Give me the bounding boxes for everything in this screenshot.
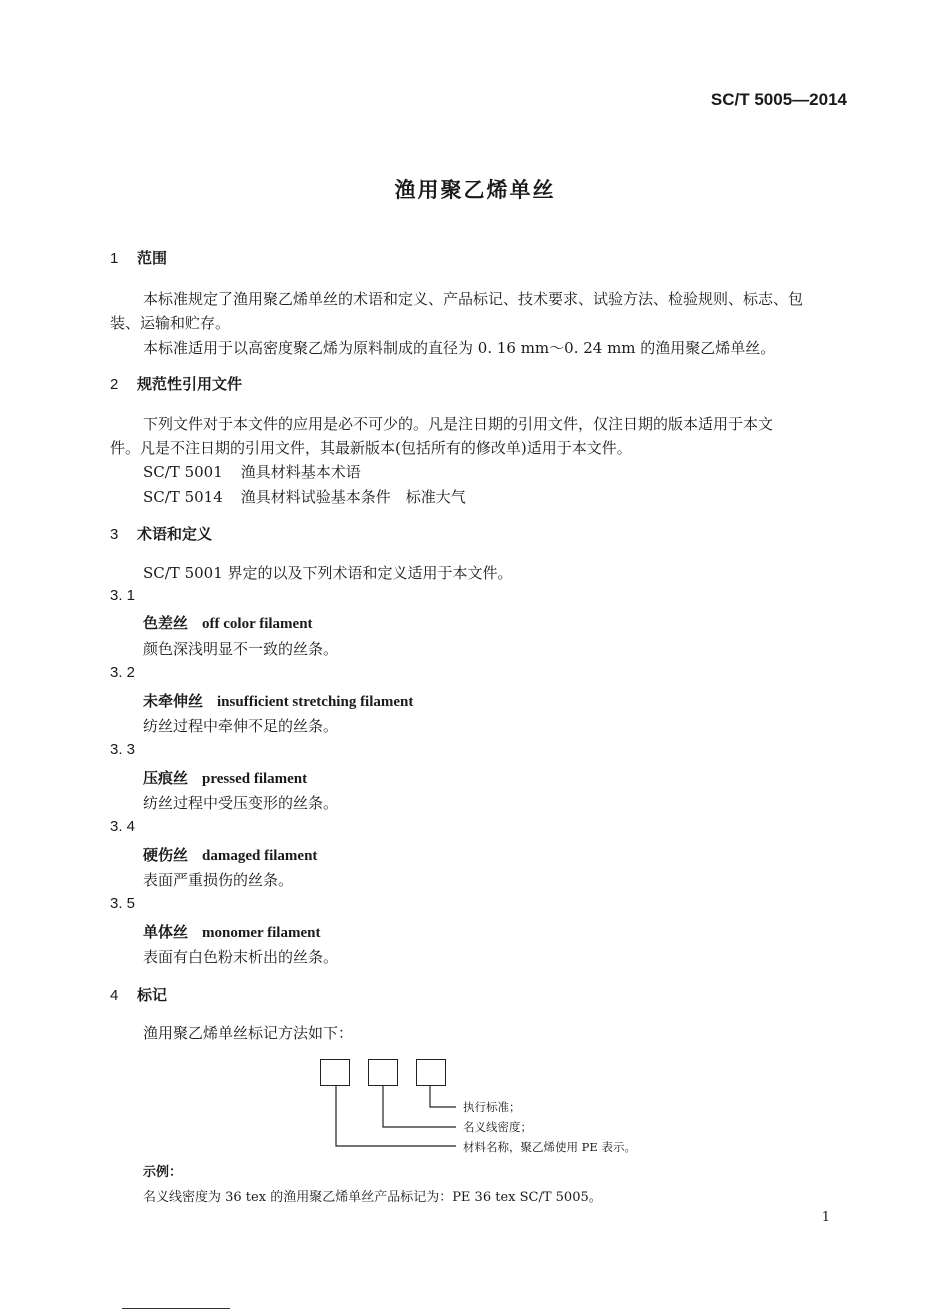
- term-number: 3. 1: [110, 587, 136, 604]
- standard-number: SC/T 5005—2014: [710, 90, 847, 109]
- page-number: 1: [821, 1210, 830, 1225]
- leader-line-material: [336, 1086, 456, 1146]
- scope-paragraph-line2: 装、运输和贮存。: [110, 314, 231, 332]
- reference-title: 渔具材料基本术语: [240, 463, 361, 481]
- example-text: 名义线密度为 36 tex 的渔用聚乙烯单丝产品标记为：PE 36 tex SC/T 5005。: [143, 1190, 602, 1205]
- reference-title: 渔具材料试验基本条件 标准大气: [240, 488, 466, 506]
- reference-code: SC/T 5014: [143, 488, 223, 506]
- term-en: pressed filament: [202, 771, 308, 787]
- section-number: 4: [110, 987, 119, 1004]
- term-number: 3. 5: [110, 895, 136, 912]
- term-en: damaged filament: [202, 848, 318, 864]
- marking-label-material: 材料名称，聚乙烯使用 PE 表示。: [463, 1140, 636, 1154]
- scope-paragraph-2: 本标准适用于以高密度聚乙烯为原料制成的直径为 0. 16 mm～0. 24 mm 的渔用聚乙烯单丝。: [143, 339, 776, 357]
- term-en: monomer filament: [202, 925, 321, 941]
- section-title: 术语和定义: [137, 525, 213, 543]
- example-label: 示例：: [143, 1165, 183, 1180]
- term-number: 3. 3: [110, 741, 136, 758]
- marking-intro: 渔用聚乙烯单丝标记方法如下：: [143, 1024, 354, 1042]
- term-definition: 纺丝过程中牵伸不足的丝条。: [143, 717, 339, 735]
- marking-label-standard: 执行标准；: [463, 1100, 521, 1114]
- document-title: 渔用聚乙烯单丝: [394, 177, 556, 202]
- term-zh: 未牵伸丝: [143, 692, 204, 710]
- scope-paragraph-line1: 本标准规定了渔用聚乙烯单丝的术语和定义、产品标记、技术要求、试验方法、检验规则、标志、包: [143, 290, 804, 308]
- section-title: 范围: [137, 249, 168, 267]
- reference-code: SC/T 5001: [143, 463, 223, 481]
- marking-label-density: 名义线密度；: [463, 1120, 532, 1134]
- term-zh: 硬伤丝: [143, 846, 189, 864]
- term-definition: 纺丝过程中受压变形的丝条。: [143, 794, 339, 812]
- normative-paragraph-line1: 下列文件对于本文件的应用是必不可少的。凡是注日期的引用文件，仅注日期的版本适用于本文: [143, 415, 774, 433]
- term-zh: 压痕丝: [143, 769, 189, 787]
- term-number: 3. 2: [110, 664, 136, 681]
- term-zh: 色差丝: [143, 614, 189, 632]
- normative-paragraph-line2: 件。凡是不注日期的引用文件，其最新版本(包括所有的修改单)适用于本文件。: [110, 439, 632, 457]
- section-number: 1: [110, 250, 119, 267]
- terms-intro: SC/T 5001 界定的以及下列术语和定义适用于本文件。: [143, 564, 513, 582]
- term-number: 3. 4: [110, 818, 136, 835]
- term-definition: 表面严重损伤的丝条。: [143, 871, 294, 889]
- term-zh: 单体丝: [143, 923, 189, 941]
- section-number: 2: [110, 376, 119, 393]
- footer-rule: [122, 1308, 230, 1309]
- term-definition: 表面有白色粉末析出的丝条。: [143, 948, 339, 966]
- section-title: 标记: [137, 986, 168, 1004]
- term-en: off color filament: [202, 616, 313, 632]
- section-title: 规范性引用文件: [137, 375, 243, 393]
- leader-line-standard: [430, 1086, 456, 1107]
- section-number: 3: [110, 526, 119, 543]
- term-en: insufficient stretching filament: [217, 694, 414, 710]
- term-definition: 颜色深浅明显不一致的丝条。: [143, 640, 339, 658]
